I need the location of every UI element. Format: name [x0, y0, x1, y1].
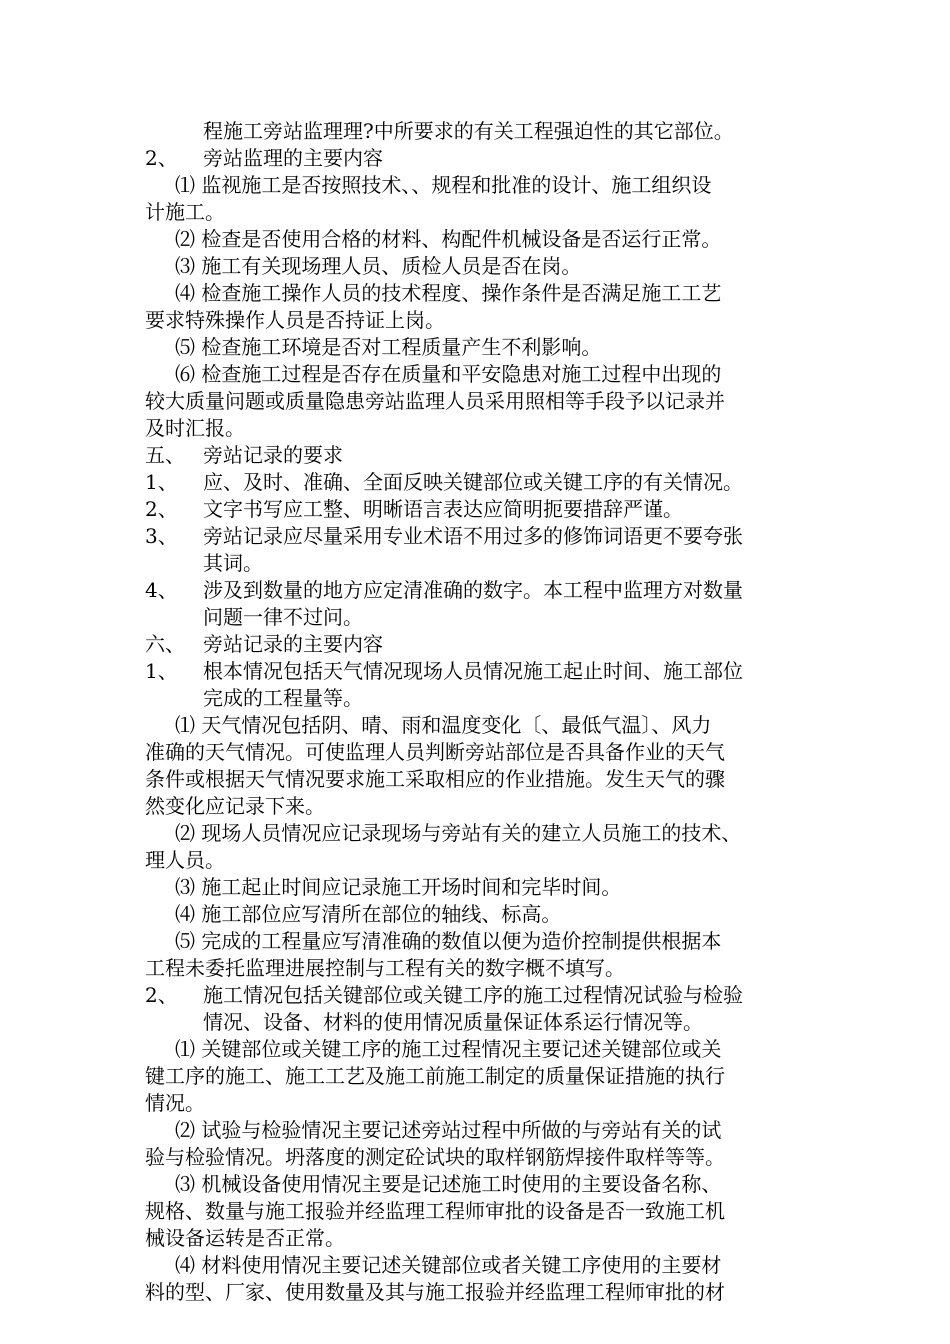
text-line: 情况、设备、材料的使用情况质量保证体系运行情况等。 — [203, 1010, 703, 1034]
text-line: 理人员。 — [145, 848, 225, 872]
text-line: ⑷ 材料使用情况主要记述关键部位或者关键工序使用的主要材 — [175, 1253, 722, 1277]
list-item — [145, 577, 835, 604]
list-item-text: 文字书写应工整、明晰语言表达应简明扼要措辞严谨。 — [203, 497, 683, 521]
list-item-text: 施工情况包括关键部位或关键工序的施工过程情况试验与检验 — [203, 983, 743, 1007]
text-line: ⑵ 现场人员情况应记录现场与旁站有关的建立人员施工的技术、 — [175, 821, 742, 845]
text-line: ⑴ 监视施工是否按照技术、、规程和批准的设计、施工组织设 — [175, 173, 712, 197]
text-line: 规格、数量与施工报验并经监理工程师审批的设备是否一致施工机 — [145, 1199, 725, 1223]
list-item — [145, 658, 835, 685]
list-number: 4、 — [145, 578, 178, 602]
text-line: 程施工旁站监理理?中所要求的有关工程强迫性的其它部位。 — [203, 119, 734, 143]
heading-text: 旁站记录的要求 — [203, 443, 343, 467]
text-line: 完成的工程量等。 — [203, 686, 363, 710]
document-body — [145, 118, 835, 1306]
text-line: ⑵ 检查是否使用合格的材料、构配件机械设备是否运行正常。 — [175, 227, 722, 251]
list-item — [145, 523, 835, 550]
text-line: 要求特殊操作人员是否持证上岗。 — [145, 308, 445, 332]
list-number: 2、 — [145, 497, 178, 521]
text-line: 料的型、厂家、使用数量及其与施工报验并经监理工程师审批的材 — [145, 1280, 725, 1304]
heading-text: 旁站监理的主要内容 — [203, 146, 383, 170]
text-line: 验与检验情况。坍落度的测定砼试块的取样钢筋焊接件取样等等。 — [145, 1145, 725, 1169]
text-line: ⑴ 关键部位或关键工序的施工过程情况主要记述关键部位或关 — [175, 1037, 722, 1061]
text-line: 较大质量问题或质量隐患旁站监理人员采用照相等手段予以记录并 — [145, 389, 725, 413]
list-number: 1、 — [145, 470, 178, 494]
text-line: 计施工。 — [145, 200, 225, 224]
text-line: 准确的天气情况。可使监理人员判断旁站部位是否具备作业的天气 — [145, 740, 725, 764]
list-number: 五、 — [145, 443, 185, 467]
text-line: ⑶ 施工起止时间应记录施工开场时间和完毕时间。 — [175, 875, 622, 899]
text-line: 其词。 — [203, 551, 263, 575]
list-item-text: 应、及时、准确、全面反映关键部位或关键工序的有关情况。 — [203, 470, 743, 494]
text-line: ⑸ 检查施工环境是否对工程质量产生不利影响。 — [175, 335, 602, 359]
text-line: 情况。 — [145, 1091, 205, 1115]
list-item-text: 旁站记录应尽量采用专业术语不用过多的修饰词语更不要夸张 — [203, 524, 743, 548]
text-line: 工程未委托监理进展控制与工程有关的数字概不填写。 — [145, 956, 625, 980]
text-line: 然变化应记录下来。 — [145, 794, 325, 818]
list-number: 2、 — [145, 983, 178, 1007]
section-heading — [145, 442, 835, 469]
text-line: 及时汇报。 — [145, 416, 245, 440]
text-line: 键工序的施工、施工工艺及施工前施工制定的质量保证措施的执行 — [145, 1064, 725, 1088]
text-line: ⑷ 施工部位应写清所在部位的轴线、标高。 — [175, 902, 562, 926]
text-line: ⑴ 天气情况包括阴、晴、雨和温度变化〔、最低气温〕、风力 — [175, 713, 712, 737]
text-line: ⑸ 完成的工程量应写清准确的数值以便为造价控制提供根据本 — [175, 929, 722, 953]
section-heading — [145, 145, 835, 172]
text-line: ⑹ 检查施工过程是否存在质量和平安隐患对施工过程中出现的 — [175, 362, 722, 386]
text-line: ⑵ 试验与检验情况主要记述旁站过程中所做的与旁站有关的试 — [175, 1118, 722, 1142]
heading-text: 旁站记录的主要内容 — [203, 632, 383, 656]
text-line: ⑷ 检查施工操作人员的技术程度、操作条件是否满足施工工艺 — [175, 281, 722, 305]
list-item-text: 涉及到数量的地方应定清准确的数字。本工程中监理方对数量 — [203, 578, 743, 602]
list-number: 2、 — [145, 146, 178, 170]
list-item — [145, 496, 835, 523]
list-item — [145, 469, 835, 496]
list-number: 3、 — [145, 524, 178, 548]
text-line: 问题一律不过问。 — [203, 605, 363, 629]
text-line: 条件或根据天气情况要求施工采取相应的作业措施。发生天气的骤 — [145, 767, 725, 791]
list-number: 六、 — [145, 632, 185, 656]
list-number: 1、 — [145, 659, 178, 683]
text-line: 械设备运转是否正常。 — [145, 1226, 345, 1250]
text-line: ⑶ 施工有关现场理人员、质检人员是否在岗。 — [175, 254, 582, 278]
text-line: ⑶ 机械设备使用情况主要是记述施工时使用的主要设备名称、 — [175, 1172, 722, 1196]
list-item — [145, 982, 835, 1009]
section-heading — [145, 631, 835, 658]
list-item-text: 根本情况包括天气情况现场人员情况施工起止时间、施工部位 — [203, 659, 743, 683]
